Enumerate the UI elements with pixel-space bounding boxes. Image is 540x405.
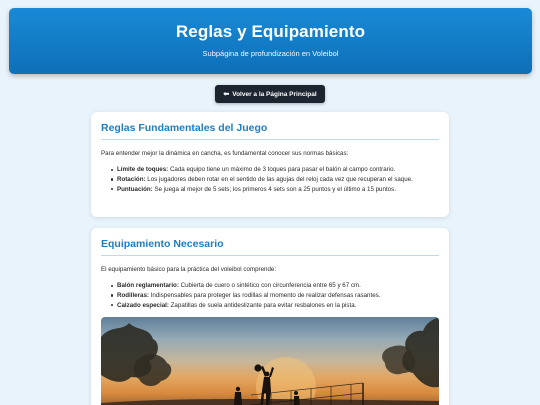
equipment-text: Cubierta de cuero o sintético con circunferencia entre 65 y 67 cm. — [178, 282, 361, 290]
rule-text: Los jugadores deben rotar en el sentido de las agujas del reloj cada vez que recuperan el saque. — [145, 175, 413, 183]
rules-list-item — [111, 185, 439, 195]
equipment-text: Zapatillas de suela antideslizante para evitar resbalones en la pista. — [168, 301, 357, 309]
equipment-term: Balón reglamentario: — [117, 282, 179, 290]
equipment-list — [101, 281, 439, 310]
rule-text: Se juega al mejor de 5 sets; los primeros 4 sets son a 25 puntos y el último a 15 puntos. — [152, 185, 396, 193]
rules-card — [91, 112, 449, 217]
rules-heading: Reglas Fundamentales del Juego — [101, 122, 439, 140]
equipment-intro: El equipamiento básico para la práctica del voleibol comprende: — [101, 266, 277, 273]
equipment-term: Calzado especial: — [117, 301, 169, 309]
rules-list-item — [111, 165, 439, 175]
rule-term: Límite de toques: — [117, 166, 169, 174]
equipment-text: Indispensables para proteger las rodillas al momento de realizar defensas rasantes. — [148, 291, 381, 299]
equipment-term: Rodilleras: — [117, 291, 149, 299]
page-title: Reglas y Equipamiento — [175, 22, 366, 41]
equipment-list-item — [111, 281, 439, 291]
rules-intro: Para entender mejor la dinámica en cancha, es fundamental conocer sus normas básicas: — [101, 150, 349, 157]
back-to-home-button[interactable] — [215, 85, 324, 103]
equipment-heading: Equipamiento Necesario — [101, 238, 439, 256]
back-button-wrapper — [0, 83, 540, 103]
rule-text: Cada equipo tiene un máximo de 3 toques para pasar el balón al campo contrario. — [168, 166, 396, 174]
rules-list-item — [111, 175, 439, 185]
page-header — [9, 8, 532, 74]
equipment-card — [91, 228, 449, 405]
back-arrow-icon: ⬅ — [223, 91, 230, 98]
rules-list — [101, 165, 439, 194]
rule-term: Rotación: — [117, 175, 146, 183]
rule-term: Puntuación: — [117, 185, 153, 193]
equipment-list-item — [111, 301, 439, 311]
volleyball-scene-illustration — [101, 317, 439, 405]
page-subtitle: Subpágina de profundización en Voleibol — [202, 49, 339, 58]
volleyball-sunset-photo — [101, 317, 439, 405]
back-button-label: Volver a la Página Principal — [232, 90, 317, 98]
equipment-list-item — [111, 291, 439, 301]
